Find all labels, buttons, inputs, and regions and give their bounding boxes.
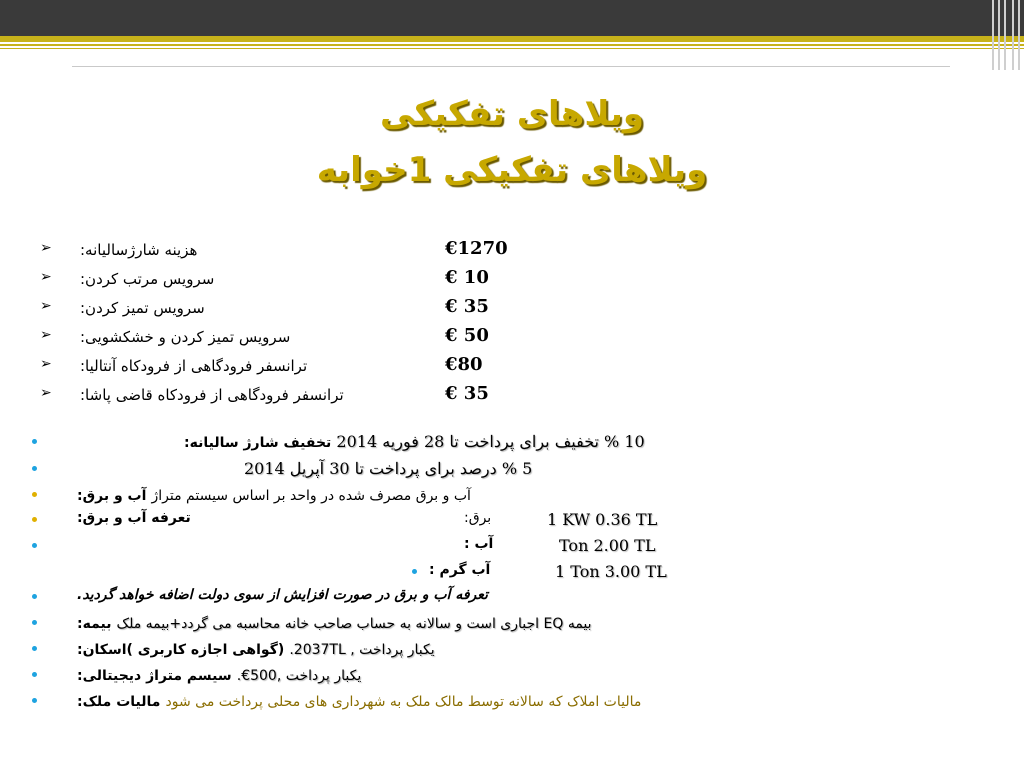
arrow-bullet-icon: ➢ xyxy=(40,385,52,401)
top-dark-bar xyxy=(0,0,1024,36)
note-text: آب و برق مصرف شده در واحد بر اساس سیستم متراژ xyxy=(151,488,471,504)
note-heading: (گواهی اجازه کاربری )اسکان: xyxy=(77,642,285,658)
cost-amount: €80 xyxy=(445,354,483,375)
bullet-dot-icon xyxy=(32,620,37,625)
cost-item xyxy=(40,325,580,351)
note-heading: تعرفه آب و برق: xyxy=(77,510,191,526)
arrow-bullet-icon: ➢ xyxy=(40,356,52,372)
electricity-value: 1 KW 0.36 TL xyxy=(547,510,658,529)
bullet-dot-icon xyxy=(32,698,37,703)
note-heading: مالیات ملک: xyxy=(77,694,161,710)
cost-item xyxy=(40,296,580,322)
note-permit xyxy=(32,638,732,662)
cost-label: سرویس تمیز کردن: xyxy=(80,299,205,317)
note-heading: سیسم متراژ دیجیتالی: xyxy=(77,668,232,684)
note-text: 5 % درصد برای پرداخت تا 30 آپریل 2014 xyxy=(244,459,533,478)
arrow-bullet-icon: ➢ xyxy=(40,298,52,314)
arrow-bullet-icon: ➢ xyxy=(40,269,52,285)
note-annual-discount xyxy=(32,431,732,455)
note-heading: آب و برق: xyxy=(77,488,147,504)
note-heading: بیمه: xyxy=(77,616,112,632)
note-insurance xyxy=(32,612,732,636)
electricity-label: برق: xyxy=(464,510,492,526)
cost-amount: € 35 xyxy=(445,296,489,317)
cost-label: سرویس تمیز کردن و خشکشویی: xyxy=(80,328,291,346)
cost-amount: € 10 xyxy=(445,267,489,288)
cost-amount: € 35 xyxy=(445,383,489,404)
note-tariff-change xyxy=(32,586,732,610)
cost-item xyxy=(40,267,580,293)
slide-title: ویلاهای تفکیکی xyxy=(379,94,645,134)
cost-label: ترانسفر فرودگاهی از فرودکاه آنتالیا: xyxy=(80,357,308,375)
cost-amount: €1270 xyxy=(445,238,508,259)
hot-water-value: 1 Ton 3.00 TL xyxy=(555,562,667,581)
water-value: Ton 2.00 TL xyxy=(559,536,656,555)
bullet-dot-icon xyxy=(32,646,37,651)
gold-stripe-hairline xyxy=(0,48,1024,49)
note-text: 10 % تخفیف برای پرداخت تا 28 فوریه 2014 xyxy=(336,432,645,451)
slide-subtitle: ویلاهای تفکیکی 1خوابه xyxy=(316,150,708,190)
note-text: تعرفه آب و برق در صورت افزایش از سوی دولت اضافه خواهد گردید. xyxy=(77,587,488,603)
water-label: آب : xyxy=(464,536,494,552)
cost-item xyxy=(40,383,580,409)
decorative-rule xyxy=(72,66,950,67)
note-text: بیمه EQ اجباری است و سالانه به حساب صاحب خانه محاسبه می گردد+بیمه ملک xyxy=(116,616,592,632)
cost-item xyxy=(40,354,580,380)
note-utilities xyxy=(32,484,732,508)
cost-item xyxy=(40,238,580,264)
bullet-dot-icon xyxy=(32,543,37,548)
note-meter xyxy=(32,664,732,688)
note-april-discount xyxy=(32,458,732,482)
note-property-tax xyxy=(32,690,732,714)
bullet-dot-icon xyxy=(412,569,417,574)
gold-stripe xyxy=(0,36,1024,42)
note-text: یکبار پرداخت ,500€. xyxy=(236,668,362,684)
note-text: مالیات املاک که سالانه توسط مالک ملک به شهرداری های محلی پرداخت می شود xyxy=(165,694,642,710)
hot-water-label: آب گرم : xyxy=(429,562,491,578)
note-heading: تخفیف شارژ سالیانه: xyxy=(184,435,332,451)
note-tariff xyxy=(32,509,732,533)
bullet-dot-icon xyxy=(32,492,37,497)
bullet-dot-icon xyxy=(32,517,37,522)
cost-label: ترانسفر فرودگاهی از فرودکاه قاضی پاشا: xyxy=(80,386,344,404)
cost-label: سرویس مرتب کردن: xyxy=(80,270,215,288)
note-water xyxy=(32,535,732,559)
arrow-bullet-icon: ➢ xyxy=(40,327,52,343)
note-text: یکبار پرداخت , 2037TL. xyxy=(289,642,435,658)
arrow-bullet-icon: ➢ xyxy=(40,240,52,256)
bullet-dot-icon xyxy=(32,439,37,444)
bullet-dot-icon xyxy=(32,466,37,471)
cost-amount: € 50 xyxy=(445,325,489,346)
bullet-dot-icon xyxy=(32,594,37,599)
bullet-dot-icon xyxy=(32,672,37,677)
vertical-lines-decoration xyxy=(988,0,1024,70)
note-hot-water xyxy=(32,561,732,585)
gold-stripe-thin xyxy=(0,44,1024,46)
cost-label: هزینه شارژسالیانه: xyxy=(80,241,198,259)
